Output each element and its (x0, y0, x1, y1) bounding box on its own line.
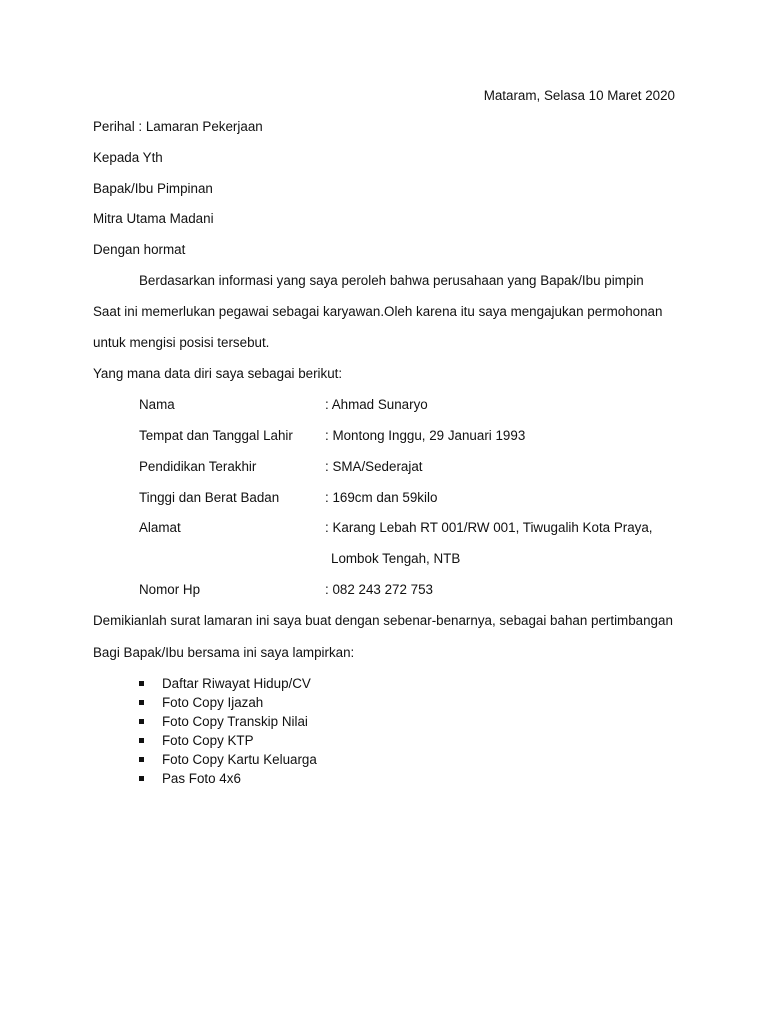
attachment-label: Foto Copy Transkip Nilai (162, 714, 308, 729)
square-bullet-icon (139, 700, 144, 705)
letter-subject: Perihal : Lamaran Pekerjaan (93, 119, 263, 134)
hp-value: : 082 243 272 753 (325, 582, 433, 597)
alamat-value-line1: : Karang Lebah RT 001/RW 001, Tiwugalih Kota Praya, (325, 520, 653, 535)
alamat-label: Alamat (139, 520, 181, 535)
attachment-label: Foto Copy Ijazah (162, 695, 264, 710)
nama-label: Nama (139, 397, 175, 412)
alamat-value-line2: Lombok Tengah, NTB (331, 551, 461, 566)
body-paragraph-line: untuk mengisi posisi tersebut. (93, 335, 270, 350)
attachments-intro: Bagi Bapak/Ibu bersama ini saya lampirkan: (93, 645, 355, 660)
body-paragraph-line: Saat ini memerlukan pegawai sebagai karyawan.Oleh karena itu saya mengajukan permohonan (93, 304, 663, 319)
letter-recipient: Bapak/Ibu Pimpinan (93, 181, 213, 196)
letter-addressee-intro: Kepada Yth (93, 150, 163, 165)
attachment-label: Foto Copy Kartu Keluarga (162, 752, 317, 767)
nama-value: : Ahmad Sunaryo (325, 397, 428, 412)
square-bullet-icon (139, 738, 144, 743)
hp-label: Nomor Hp (139, 582, 201, 597)
closing-line: Demikianlah surat lamaran ini saya buat dengan sebenar-benarnya, sebagai bahan pertimbangan (93, 613, 673, 628)
pendidikan-value: : SMA/Sederajat (325, 459, 423, 474)
ttl-value: : Montong Inggu, 29 Januari 1993 (325, 428, 526, 443)
square-bullet-icon (139, 757, 144, 762)
pendidikan-label: Pendidikan Terakhir (139, 459, 257, 474)
letter-date: Mataram, Selasa 10 Maret 2020 (483, 88, 675, 103)
square-bullet-icon (139, 681, 144, 686)
attachment-label: Foto Copy KTP (162, 733, 254, 748)
square-bullet-icon (139, 719, 144, 724)
body-paragraph-line: Berdasarkan informasi yang saya peroleh bahwa perusahaan yang Bapak/Ibu pimpin (139, 273, 644, 288)
square-bullet-icon (139, 776, 144, 781)
attachment-label: Daftar Riwayat Hidup/CV (162, 676, 311, 691)
letter-company: Mitra Utama Madani (93, 211, 214, 226)
tinggi-value: : 169cm dan 59kilo (325, 490, 438, 505)
personal-data-intro: Yang mana data diri saya sebagai berikut: (93, 366, 343, 381)
tinggi-label: Tinggi dan Berat Badan (139, 490, 280, 505)
attachment-label: Pas Foto 4x6 (162, 771, 241, 786)
letter-salutation: Dengan hormat (93, 242, 186, 257)
ttl-label: Tempat dan Tanggal Lahir (139, 428, 293, 443)
